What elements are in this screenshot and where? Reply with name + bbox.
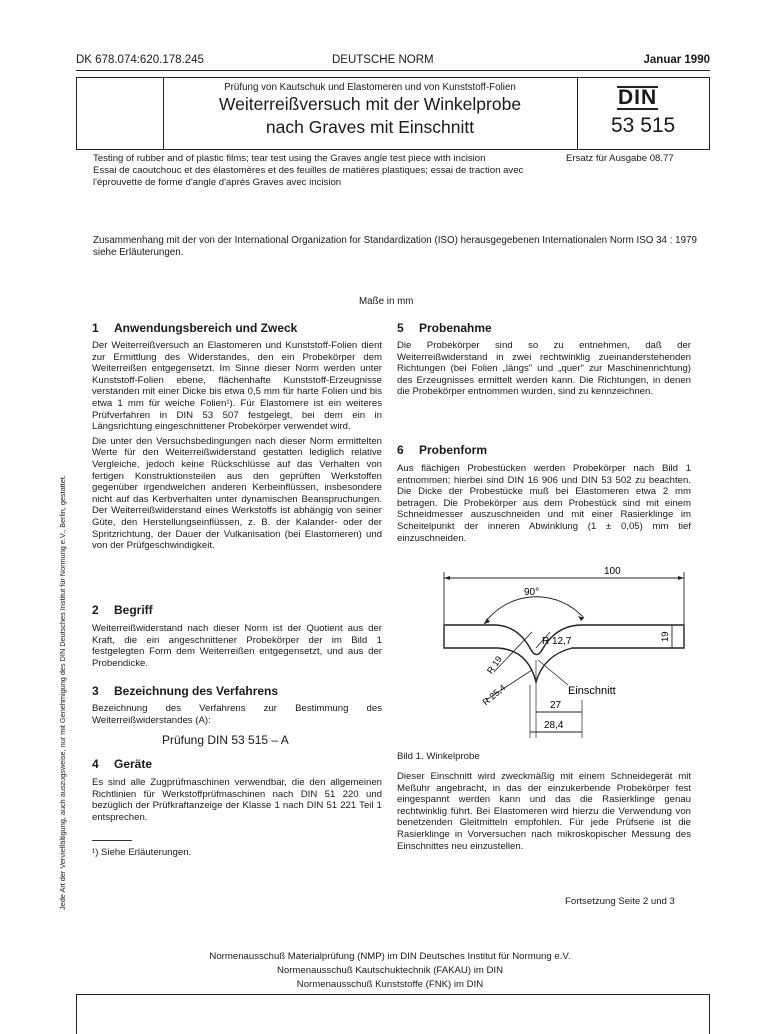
section-6-number: 6 bbox=[397, 443, 404, 457]
section-6-title: Probenform bbox=[419, 443, 488, 457]
dim-angle-label: 90° bbox=[524, 587, 540, 598]
leader-incision bbox=[538, 660, 568, 685]
section-1-title: Anwendungsbereich und Zweck bbox=[114, 321, 298, 335]
section-5-heading bbox=[397, 321, 492, 335]
dim-284-label: 28,4 bbox=[544, 720, 564, 731]
figure-caption: Bild 1. Winkelprobe bbox=[397, 751, 480, 762]
section-4-heading bbox=[92, 757, 152, 771]
iso-relation-note: Zusammenhang mit der von der International Organization for Standardization (ISO) herausgegebenen Internationalen Norm ISO 34 : 1979 siehe Erläuterungen. bbox=[93, 235, 697, 258]
replacement-note: Ersatz für Ausgabe 08.77 bbox=[566, 153, 674, 164]
arrow-right bbox=[678, 576, 684, 580]
footnote: ¹) Siehe Erläuterungen. bbox=[92, 847, 192, 858]
title-translations bbox=[93, 153, 533, 188]
section-6-body bbox=[397, 463, 691, 544]
test-designation: Prüfung DIN 53 515 – A bbox=[162, 733, 289, 747]
footnote-rule bbox=[92, 840, 132, 841]
din-logo: DIN bbox=[618, 86, 658, 109]
arrow-left bbox=[444, 576, 450, 580]
angle-arrow-left bbox=[484, 618, 490, 624]
section-5-title: Probenahme bbox=[419, 321, 492, 335]
section-3-paragraph: Bezeichnung des Verfahrens zur Bestimmung des Weiterreißwiderstandes (A): bbox=[92, 703, 382, 726]
title-line-1: Weiterreißversuch mit der Winkelprobe bbox=[218, 94, 522, 114]
specimen-lower-edge bbox=[444, 625, 684, 682]
section-3-body bbox=[92, 703, 382, 726]
dim-27-label: 27 bbox=[550, 700, 562, 711]
section-1-heading bbox=[92, 321, 297, 335]
angle-arc bbox=[484, 597, 584, 624]
section-1-paragraph-2: Die unter den Versuchsbedingungen nach dieser Norm ermittelten Werte für den Weiterreißwiderstand gestatten lediglich relative Vergleiche, jedoch keine Rückschlüsse auf das Verhalten von fertigen Konstruktionsteilen aus den geprüften Werkstoffen gegenüber irgendwelchen anderen Kerbeinflüssen, insbesondere nicht auf das Kerbverhalten unter dynamischen Beanspruchungen. Der Weiterreißwiderstand eines Werkstoffs ist abhängig von seiner Güte, den Herstellungseinflüssen, z. B. der Kalander- oder der Spritzrichtung, der Dauer der Vulkanisation (bei Elastomeren) und von der Prüfgeschwindigkeit. bbox=[92, 435, 382, 552]
section-6-paragraph-1: Aus flächigen Probestücken werden Probekörper nach Bild 1 entnommen; hierbei sind DIN 16 906 und DIN 53 502 zu beachten. Die Dicke der Probestücke muß bei Elastomeren etwa 2 mm betragen. Die Probekörper aus dem Probestück sind mit einem Schneidmesser auszuschneiden und mit einer Rasierklinge im Scheitelpunkt der inneren Abwinklung (1 ± 0,05) mm tief einzuschneiden. bbox=[397, 463, 691, 544]
section-5-number: 5 bbox=[397, 321, 404, 335]
publication-date: Januar 1990 bbox=[643, 54, 710, 66]
continuation-note: Fortsetzung Seite 2 und 3 bbox=[565, 896, 675, 907]
section-1-body bbox=[92, 340, 382, 552]
dim-r25-label: R 25,4 bbox=[480, 682, 508, 708]
dim-width-label: 100 bbox=[604, 566, 621, 577]
dim-r19-label: R 19 bbox=[484, 654, 505, 676]
section-4-title: Geräte bbox=[114, 757, 153, 771]
frame-divider-right bbox=[577, 78, 578, 149]
incision-label: Einschnitt bbox=[568, 685, 616, 697]
figure-drawing bbox=[432, 560, 694, 740]
section-1-paragraph-1: Der Weiterreißversuch an Elastomeren und Kunststoff-Folien dient zur Ermittlung des Widerstandes, den ein Probekörper dem Weiterreißen entgegensetzt. Im Sinne dieser Norm werden unter Kunststoff-Folien ebene, flächenhafte Kunststoff-Erzeugnisse verstanden mit einer Dicke bis etwa 0,5 mm für harte Folien und bis etwa 1 mm für weiche Folien¹). Für Elastomere ist ein weiteres Prüfverfahren in DIN 53 507 festgelegt, bei dem ein in Längsrichtung eingeschnittener Probekörper verwendet wird. bbox=[92, 340, 382, 433]
section-2-number: 2 bbox=[92, 603, 99, 617]
norm-label: DEUTSCHE NORM bbox=[332, 54, 434, 66]
section-4-body bbox=[92, 777, 382, 823]
title-line-2: nach Graves mit Einschnitt bbox=[265, 117, 475, 137]
section-2-heading bbox=[92, 603, 153, 617]
section-3-heading bbox=[92, 684, 278, 698]
section-4-number: 4 bbox=[92, 757, 99, 771]
section-3-title: Bezeichnung des Verfahrens bbox=[114, 684, 279, 698]
section-6-paragraph-2: Dieser Einschnitt wird zweckmäßig mit einem Schneidegerät mit Meßuhr angebracht, in das der einzukerbende Probekörper fest eingespannt werden kann und das die Rasierklinge genau rechtwinklig führt. Bei Elastomeren wird hierzu die Verwendung von benetzenden Gleitmitteln empfohlen. Für jede Prüfserie ist die Rasierklinge in Vorversuchen nach mikroskopischer Messung des Einschnittes neu einzustellen. bbox=[397, 771, 691, 852]
section-3-number: 3 bbox=[92, 684, 99, 698]
section-1-number: 1 bbox=[92, 321, 99, 335]
section-2-paragraph: Weiterreißwiderstand nach dieser Norm ist der Quotient aus der Kraft, die ein angeschnittener Probekörper der im Bild 1 festgelegten Form dem Weiterreißen entgegensetzt, und aus der Probendicke. bbox=[92, 623, 382, 669]
dim-r12-label: R 12,7 bbox=[542, 636, 572, 647]
footer-line-2: Normenausschuß Kautschuktechnik (FAKAU) im DIN bbox=[276, 965, 504, 976]
bottom-frame bbox=[76, 994, 710, 1034]
footer-line-3: Normenausschuß Kunststoffe (FNK) im DIN bbox=[296, 979, 484, 990]
footer-line-1: Normenausschuß Materialprüfung (NMP) im DIN Deutsches Institut für Normung e.V. bbox=[209, 951, 571, 962]
dim-19-label: 19 bbox=[660, 631, 671, 642]
title-subtitle: Prüfung von Kautschuk und Elastomeren und von Kunststoff-Folien bbox=[224, 82, 516, 93]
din-number: 53 515 bbox=[611, 114, 676, 137]
english-title: Testing of rubber and of plastic films; tear test using the Graves angle test piece with incision bbox=[93, 153, 486, 164]
frame-divider-left bbox=[163, 78, 164, 149]
copyright-side-note: Jede Art der Vervielfältigung, auch auszugsweise, nur mit Genehmigung des DIN Deutsches Institut für Normung e.V., Berlin, gestattet. bbox=[58, 475, 67, 910]
section-2-title: Begriff bbox=[114, 603, 153, 617]
units-note: Maße in mm bbox=[359, 296, 414, 307]
angle-test-piece-figure bbox=[432, 560, 694, 740]
committee-footer bbox=[150, 950, 630, 992]
section-2-body bbox=[92, 623, 382, 669]
section-4-paragraph: Es sind alle Zugprüfmaschinen verwendbar, die den allgemeinen Richtlinien für Werkstoffprüfmaschinen nach DIN 51 220 und bezüglich der Prüfkraftanzeige der Klasse 1 nach DIN 51 221 Teil 1 entsprechen. bbox=[92, 777, 382, 823]
header-rule bbox=[76, 70, 710, 71]
section-5-body bbox=[397, 340, 691, 398]
title-frame bbox=[76, 77, 710, 150]
classification-code: DK 678.074:620.178.245 bbox=[76, 54, 204, 66]
section-5-paragraph: Die Probekörper sind so zu entnehmen, daß der Weiterreißwiderstand in zwei rechtwinklig zueinanderstehenden Richtungen (bei Folien „längs" und „quer" zur Maschinenrichtung) des Erzeugnisses ermittelt werden kann. Die Richtungen, in denen die Probekörper entnommen wurden, sind zu kennzeichnen. bbox=[397, 340, 691, 398]
french-title: Essai de caoutchouc et des élastomères et des feuilles de matières plastiques; essai de traction avec l'éprouvette de forme d'angle d'après Graves avec incision bbox=[93, 165, 524, 188]
section-6-heading bbox=[397, 443, 487, 457]
section-6-body-continued bbox=[397, 771, 691, 852]
